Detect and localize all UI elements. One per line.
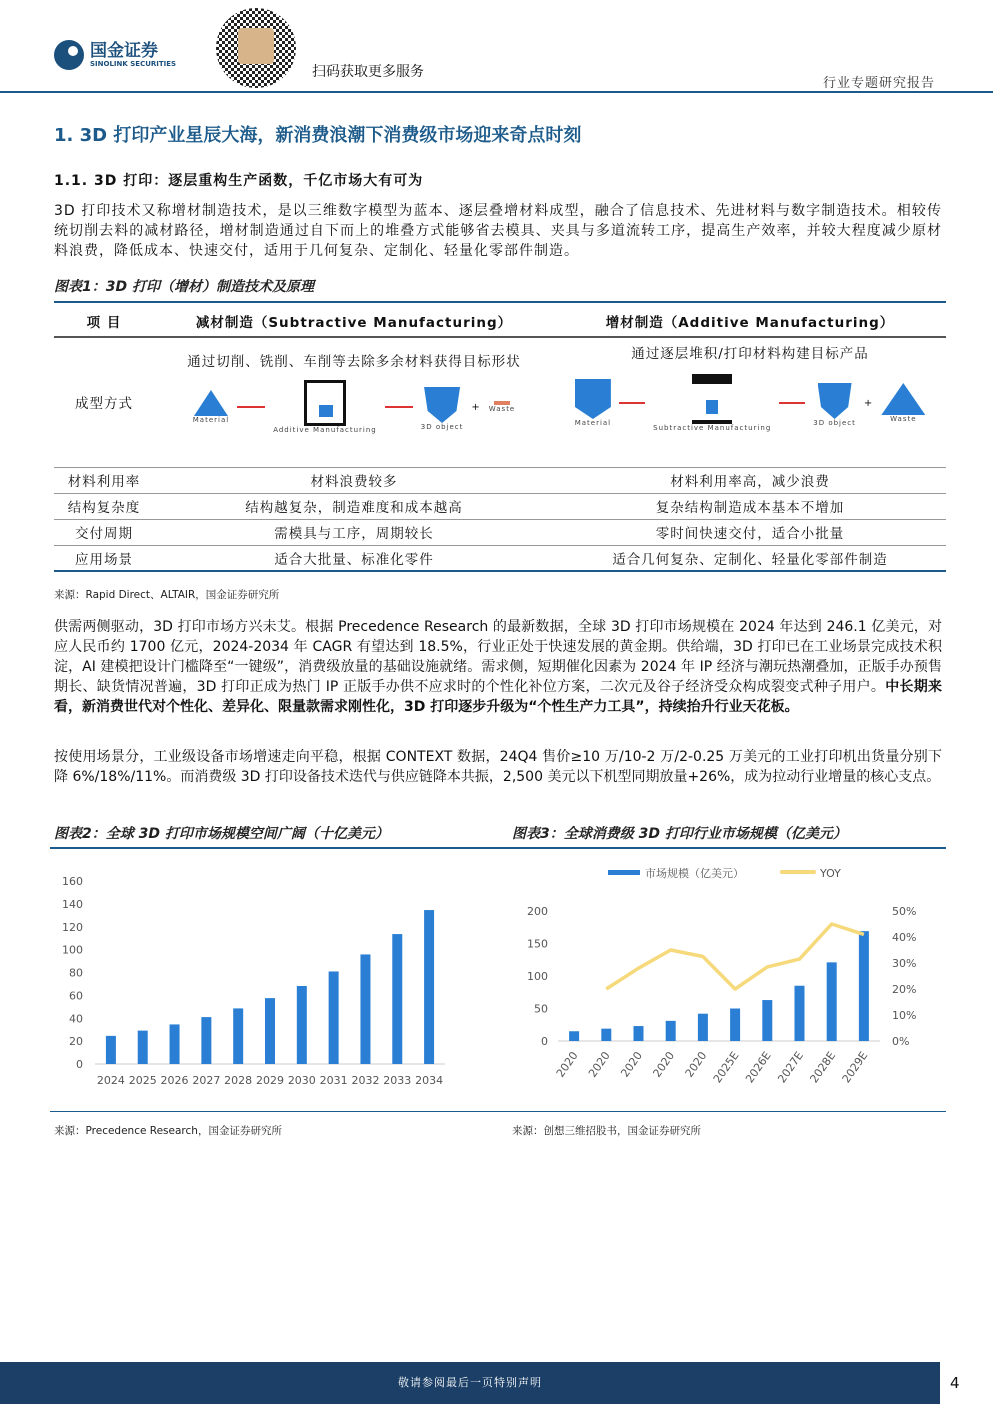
bar <box>666 1021 676 1041</box>
x-tick-label: 2029E <box>839 1049 871 1086</box>
y-right-tick-label: 10% <box>892 1009 917 1022</box>
subtractive-cell <box>154 337 554 467</box>
y-tick-label: 40 <box>69 1012 83 1026</box>
bar <box>106 1036 116 1064</box>
arrow-icon <box>619 402 645 404</box>
x-tick-label: 2027 <box>192 1074 221 1087</box>
table-row: 结构复杂度 结构越复杂，制造难度和成本越高 复杂结构制造成本基本不增加 <box>54 493 946 519</box>
table-row: 交付周期 需模具与工序，周期较长 零时间快速交付，适合小批量 <box>54 519 946 545</box>
x-tick-label: 2028 <box>224 1074 253 1087</box>
x-tick-label: 2027E <box>775 1049 806 1086</box>
x-tick-label: 2033 <box>383 1074 412 1087</box>
figure3-caption: 图表3：全球消费级 3D 打印行业市场规模（亿美元） <box>512 826 847 842</box>
footer-disclaimer: 敬请参阅最后一页特别声明 <box>0 1362 940 1404</box>
scan-text: 扫码获取更多服务 <box>312 64 424 80</box>
object-icon: 3D object <box>421 383 464 431</box>
table-row: 应用场景 适合大批量、标准化零件 适合几何复杂、定制化、轻量化零部件制造 <box>54 545 946 571</box>
bar <box>297 986 307 1064</box>
y-tick-label: 160 <box>62 875 83 888</box>
figure1-source: 来源：Rapid Direct、ALTAIR，国金证券研究所 <box>54 589 280 601</box>
x-tick-label: 2020 <box>650 1049 678 1080</box>
bar <box>170 1024 180 1064</box>
x-tick-label: 2020 <box>682 1049 710 1080</box>
printer-icon: Additive Manufacturing <box>273 380 377 434</box>
bar <box>569 1031 579 1041</box>
header-subtractive: 减材制造（Subtractive Manufacturing） <box>154 305 554 337</box>
bar <box>233 1008 243 1064</box>
waste-icon: Waste <box>881 383 925 423</box>
x-tick-label: 2030 <box>287 1074 316 1087</box>
bar <box>827 962 837 1041</box>
logo-icon <box>54 40 84 70</box>
y-tick-label: 20 <box>69 1035 83 1049</box>
y-tick-label: 60 <box>69 989 83 1003</box>
paragraph-market <box>54 617 942 717</box>
y-left-tick-label: 150 <box>527 937 548 951</box>
figure1-rule <box>54 301 946 303</box>
x-tick-label: 2025E <box>710 1049 742 1086</box>
bar <box>265 998 275 1064</box>
y-tick-label: 100 <box>62 943 83 957</box>
legend-line-label: YOY <box>820 867 841 880</box>
waste-icon: Waste <box>489 401 515 413</box>
global-market-chart <box>50 860 490 1100</box>
bar <box>201 1017 211 1064</box>
x-tick-label: 2029 <box>256 1074 284 1087</box>
consumer-market-chart <box>510 860 940 1100</box>
machine-icon: Subtractive Manufacturing <box>653 374 771 432</box>
x-tick-label: 2020 <box>553 1049 581 1080</box>
bar <box>698 1014 708 1041</box>
y-right-tick-label: 0% <box>892 1035 910 1048</box>
figure1-caption: 图表1：3D 打印（增材）制造技术及原理 <box>54 279 314 295</box>
table-row <box>54 337 946 467</box>
company-logo <box>54 40 176 70</box>
header-divider <box>0 91 993 93</box>
bar <box>859 931 869 1041</box>
x-tick-label: 2028E <box>807 1049 839 1086</box>
bar <box>762 1000 772 1041</box>
object-icon: 3D object <box>813 379 856 427</box>
y-left-tick-label: 0 <box>541 1035 548 1048</box>
figure2-caption: 图表2：全球 3D 打印市场规模空间广阔（十亿美元） <box>54 826 389 842</box>
qr-center-logo <box>238 28 274 64</box>
yoy-line <box>606 924 864 989</box>
x-tick-label: 2020 <box>618 1049 645 1080</box>
subtractive-desc: 通过切削、铣削、车削等去除多余材料获得目标形状 <box>187 354 521 370</box>
arrow-icon <box>385 406 413 408</box>
arrow-icon <box>779 402 805 404</box>
logo-cn: 国金证券 <box>90 41 158 61</box>
bar <box>360 954 370 1064</box>
y-left-tick-label: 100 <box>527 970 548 983</box>
bar <box>329 971 339 1064</box>
x-tick-label: 2026E <box>743 1049 774 1086</box>
x-tick-label: 2032 <box>351 1074 380 1087</box>
material-icon: Material <box>193 390 229 424</box>
comparison-table <box>54 305 946 572</box>
x-tick-label: 2034 <box>415 1074 444 1087</box>
bar <box>634 1026 644 1041</box>
y-tick-label: 0 <box>76 1058 83 1071</box>
figures-bottom-rule <box>50 1111 946 1112</box>
header-additive: 增材制造（Additive Manufacturing） <box>554 305 946 337</box>
legend-bar-label: 市场规模（亿美元） <box>645 867 744 880</box>
arrow-icon <box>237 406 265 408</box>
x-tick-label: 2020 <box>586 1049 613 1080</box>
bar <box>730 1009 740 1042</box>
logo-en: SINOLINK SECURITIES <box>90 60 177 68</box>
paragraph-segments: 按使用场景分，工业级设备市场增速走向平稳，根据 CONTEXT 数据，24Q4 售价≥10 万/10-2 万/2-0.25 万美元的工业打印机出货量分别下降 6%/18%/11%。而消费级 3D 打印设备技术迭代与供应链降本共振，2,500 美元以下机型同期放量+26%，成为拉动行业增量的核心支点。 <box>54 749 942 785</box>
additive-cell <box>554 337 946 467</box>
y-right-tick-label: 30% <box>892 957 917 970</box>
x-tick-label: 2025 <box>128 1074 157 1087</box>
bar <box>795 986 805 1041</box>
y-tick-label: 120 <box>62 920 83 934</box>
subsection-title: 1.1. 3D 打印：逐层重构生产函数，千亿市场大有可为 <box>54 173 424 189</box>
section-title: 1. 3D 打印产业星辰大海，新消费浪潮下消费级市场迎来奇点时刻 <box>54 125 582 146</box>
x-tick-label: 2024 <box>96 1074 125 1087</box>
bar <box>601 1029 611 1041</box>
paragraph-intro: 3D 打印技术又称增材制造技术，是以三维数字模型为蓝本、逐层叠增材料成型，融合了信息技术、先进材料与数字制造技术。相较传统切削去料的减材路径，增材制造通过自下而上的堆叠方式能够省去模具、夹具与多道流转工序，提高生产效率，并较大程度减少原材料浪费，降低成本、快速交付，适用于几何复杂、定制化、轻量化零部件制造。 <box>54 203 942 259</box>
y-tick-label: 80 <box>69 966 83 980</box>
figures-top-rule <box>50 847 946 849</box>
x-tick-label: 2026 <box>160 1074 189 1087</box>
table-row: 材料利用率 材料浪费较多 材料利用率高，减少浪费 <box>54 467 946 493</box>
x-tick-label: 2031 <box>319 1074 348 1087</box>
y-right-tick-label: 40% <box>892 931 917 944</box>
legend-bar-swatch <box>608 870 640 875</box>
bar <box>138 1031 148 1064</box>
y-right-tick-label: 20% <box>892 983 917 996</box>
row-label: 成型方式 <box>54 337 154 467</box>
figure2-source: 来源：Precedence Research，国金证券研究所 <box>54 1125 282 1137</box>
y-left-tick-label: 50 <box>534 1002 548 1016</box>
figure3-source: 来源：创想三维招股书，国金证券研究所 <box>512 1125 701 1137</box>
additive-desc: 通过逐层堆积/打印材料构建目标产品 <box>631 346 869 362</box>
header-item: 项 目 <box>54 305 154 337</box>
report-type: 行业专题研究报告 <box>823 76 936 91</box>
material-icon: Material <box>575 379 611 427</box>
page-number: 4 <box>950 1374 960 1392</box>
legend-line-swatch <box>780 870 816 874</box>
bar <box>424 910 434 1064</box>
paragraph-market-bold: 中长期来看，新消费世代对个性化、差异化、限量款需求刚性化，3D 打印逐步升级为“个性生产力工具”，持续抬升行业天花板。 <box>54 679 943 715</box>
y-left-tick-label: 200 <box>527 905 548 918</box>
y-right-tick-label: 50% <box>892 905 917 918</box>
bar <box>392 934 402 1064</box>
y-tick-label: 140 <box>62 897 83 911</box>
additive-illustration: Material Subtractive Manufacturing 3D object + Waste <box>554 374 946 432</box>
paragraph-market-text: 供需两侧驱动，3D 打印市场方兴未艾。根据 Precedence Research 的最新数据，全球 3D 打印市场规模在 2024 年达到 246.1 亿美元，对应人民币约 1700 亿元，2024-2034 年 CAGR 有望达到 18.5%，行业正处于快速发展的黄金期。供给端，3D 打印已在工业场景完成技术积淀，AI 建模把设计门槛降至“一键级”，消费级放量的基础设施就绪。需求侧，短期催化因素为 2024 年 IP 经济与潮玩热潮叠加，正版手办预售期长、缺货情况普遍，3D 打印正成为热门 IP 正版手办供不应求时的个性化补位方案，二次元及谷子经济受众构成裂变式种子用户。 <box>54 619 942 695</box>
subtractive-illustration: Material Additive Manufacturing 3D object + Waste <box>154 380 554 434</box>
